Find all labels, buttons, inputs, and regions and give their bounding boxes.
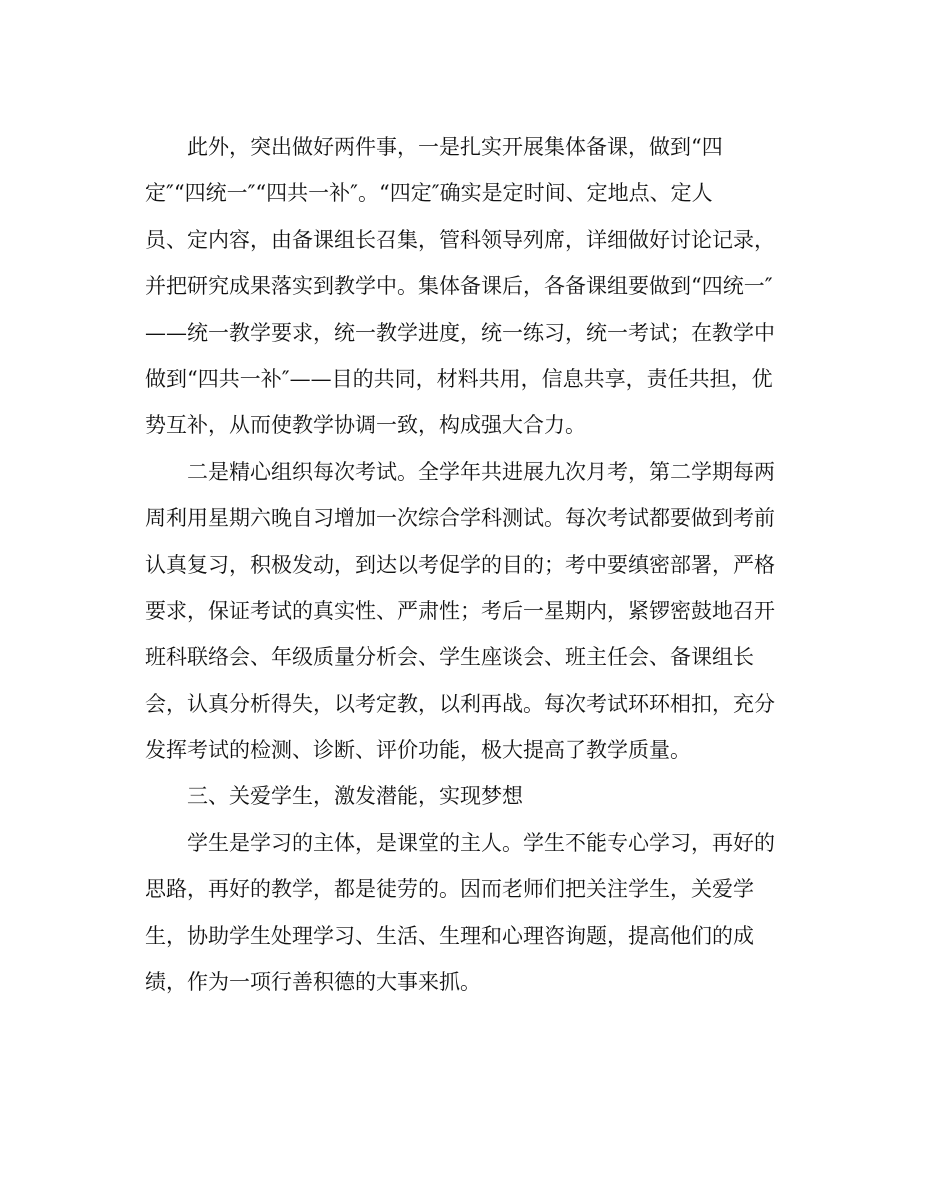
paragraph-3-line: 学生是学习的主体，是课堂的主人。学生不能专心学习，再好的 [187, 830, 775, 855]
paragraph-1-line: 势互补，从而使教学协调一致，构成强大合力。 [145, 413, 586, 438]
paragraph-1-line: 做到“四共一补″——目的共同，材料共用，信息共享，责任共担，优 [145, 366, 773, 391]
paragraph-2-line: 要求，保证考试的真实性、严肃性；考后一星期内，紧锣密鼓地召开 [145, 598, 775, 623]
document-body [145, 124, 810, 1005]
paragraph-3-line: 思路，再好的教学，都是徒劳的。因而老师们把关注学生，关爱学 [145, 877, 754, 902]
paragraph-3-line: 绩，作为一项行善积德的大事来抓。 [145, 970, 481, 995]
paragraph-2-line: 班科联络会、年级质量分析会、学生座谈会、班主任会、备课组长 [145, 645, 754, 670]
paragraph-2-line: 会，认真分析得失，以考定教，以利再战。每次考试环环相扣，充分 [145, 691, 775, 716]
paragraph-2-line: 二是精心组织每次考试。全学年共进展九次月考，第二学期每两 [187, 459, 775, 484]
paragraph-1-line: 定″“四统一″“四共一补″。“四定″确实是定时间、定地点、定人 [145, 181, 713, 206]
paragraph-1-line: ——统一教学要求，统一教学进度，统一练习，统一考试；在教学中 [145, 320, 775, 345]
paragraph-1-line: 员、定内容，由备课组长召集，管科领导列席，详细做好讨论记录， [145, 227, 775, 252]
section-heading: 三、关爱学生，激发潜能，实现梦想 [187, 784, 523, 809]
paragraph-1-line: 此外，突出做好两件事，一是扎实开展集体备课，做到“四 [187, 135, 723, 159]
paragraph-3-line: 生，协助学生处理学习、生活、生理和心理咨询题，提高他们的成 [145, 923, 754, 948]
paragraph-2-line: 发挥考试的检测、诊断、评价功能，极大提高了教学质量。 [145, 738, 691, 763]
paragraph-2-line: 周利用星期六晚自习增加一次综合学科测试。每次考试都要做到考前 [145, 506, 775, 531]
paragraph-2-line: 认真复习，积极发动，到达以考促学的目的；考中要缜密部署，严格 [145, 552, 775, 577]
paragraph-1-line: 并把研究成果落实到教学中。集体备课后，各备课组要做到“四统一″ [145, 274, 773, 299]
